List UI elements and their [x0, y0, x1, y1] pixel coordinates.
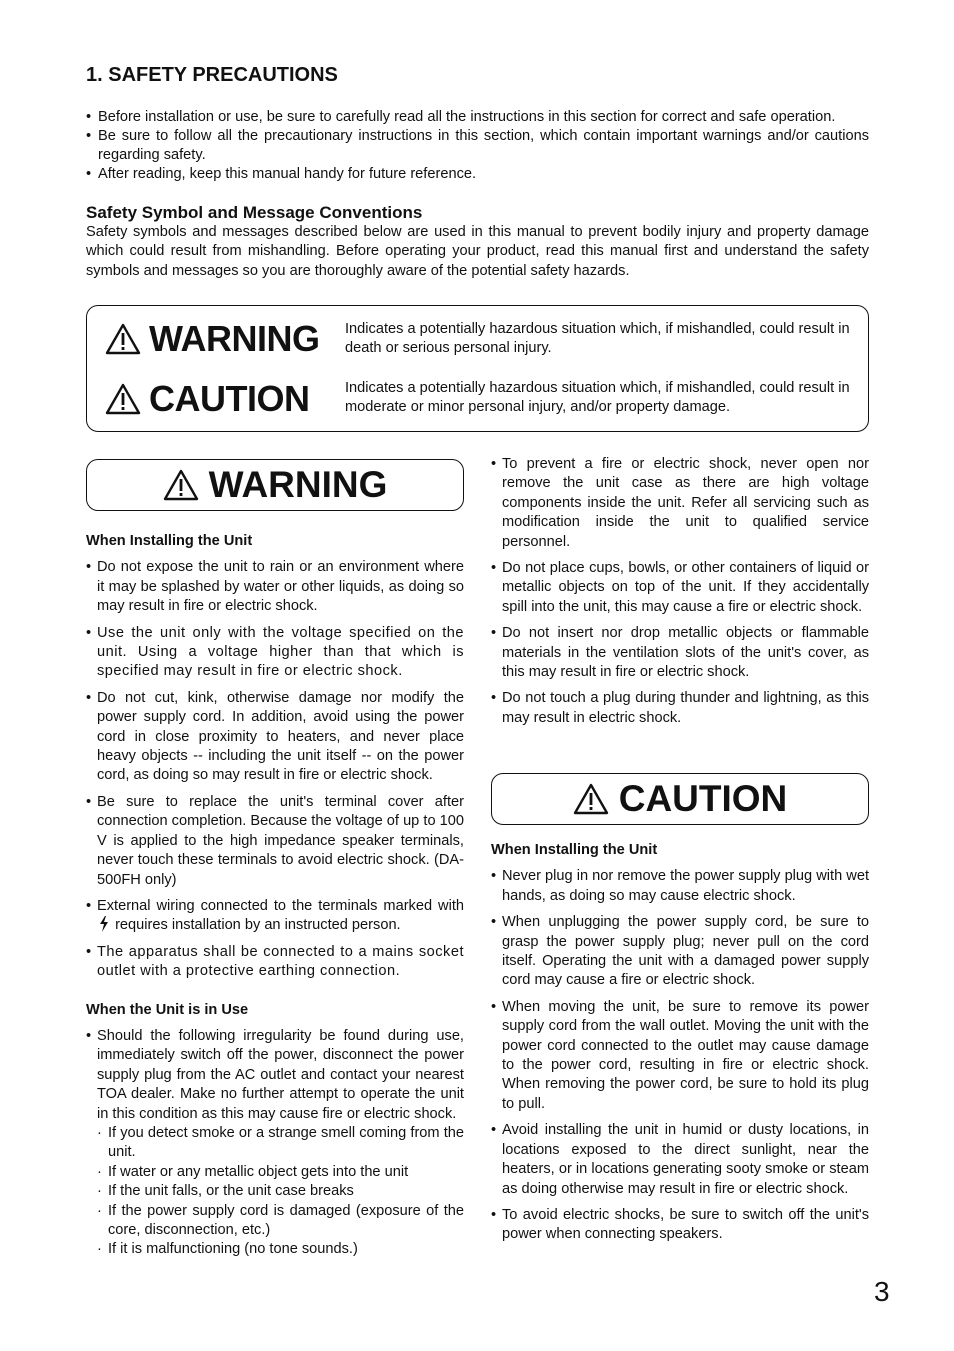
legend-caution	[105, 378, 310, 420]
intro-item: • Before installation or use, be sure to carefully read all the instructions in this section for correct and safe operation.	[86, 108, 869, 127]
warning-in-use-list	[86, 1027, 464, 1124]
list-item: • Do not touch a plug during thunder and lightning, as this may result in electric shock.	[491, 689, 869, 728]
list-item-wiring	[86, 897, 464, 936]
sub-list-item: · If it is malfunctioning (no tone sounds.)	[86, 1240, 464, 1259]
legend-caution-description: Indicates a potentially hazardous situation which, if mishandled, could result in moderate or minor personal injury, and/or property damage.	[345, 380, 850, 416]
caution-triangle-icon	[105, 383, 141, 415]
warning-installing-list	[86, 558, 464, 981]
list-item: • When unplugging the power supply cord, be sure to grasp the power supply plug; never pull on the cord itself. Operating the unit with a damaged power supply cord may cause a fire or electric shock.	[491, 913, 869, 991]
legend-warning-description: Indicates a potentially hazardous situation which, if mishandled, could result in death or serious personal injury.	[345, 321, 850, 357]
warning-installing-heading: When Installing the Unit	[86, 533, 253, 549]
page-number: 3	[874, 1276, 890, 1307]
warning-triangle-icon	[163, 469, 199, 501]
symbol-legend-box	[86, 305, 869, 432]
legend-warning-label: WARNING	[149, 318, 320, 359]
warning-banner-label: WARNING	[208, 464, 388, 505]
warning-triangle-icon	[105, 323, 141, 355]
sub-list-item: · If water or any metallic object gets into the unit	[86, 1163, 464, 1182]
list-item: • Do not place cups, bowls, or other containers of liquid or metallic objects on top of the unit. If they accidentally spill into the unit, this may cause a fire or electric shock.	[491, 559, 869, 617]
list-item: • Do not insert nor drop metallic objects or flammable materials in the ventilation slots of the unit's cover, as this may result in fire or electric shock.	[491, 624, 869, 682]
caution-column	[491, 841, 869, 1245]
conventions-text: Safety symbols and messages described below are used in this manual to prevent bodily injury and property damage which could result from mishandling. Before operating your product, read this manual first and understand the safety symbols and messages so you are thoroughly aware of the potential safety hazards.	[86, 224, 869, 279]
list-item: • Avoid installing the unit in humid or dusty locations, in locations exposed to the direct sunlight, near the heaters, or in locations generating sooty smoke or steam as doing otherwise may result in fire or electric shock.	[491, 1121, 869, 1199]
list-item: • The apparatus shall be connected to a mains socket outlet with a protective earthing connection.	[86, 943, 464, 982]
caution-banner-label: CAUTION	[618, 778, 788, 819]
intro-list	[86, 108, 869, 184]
list-item: • Be sure to replace the unit's terminal cover after connection completion. Because the voltage of up to 100 V is applied to the high impedance speaker terminals, never touch these terminals to avoid electric shock. (DA-500FH only)	[86, 793, 464, 890]
warning-more-list	[491, 455, 869, 728]
legend-warning-symbol	[105, 318, 320, 360]
sub-list-item: · If the power supply cord is damaged (exposure of the core, disconnection, etc.)	[86, 1202, 464, 1241]
list-item: • Do not cut, kink, otherwise damage nor modify the power supply cord. In addition, avoid using the power cord in close proximity to heaters, and never place heavy objects -- including the unit itself -- on the power cord, as doing so may result in fire or electric shock.	[86, 689, 464, 786]
list-item: • To avoid electric shocks, be sure to switch off the unit's power when connecting speakers.	[491, 1206, 869, 1245]
sub-list-item: · If the unit falls, or the unit case breaks	[86, 1182, 464, 1201]
list-item: • To prevent a fire or electric shock, never open nor remove the unit case as there are high voltage components inside the unit. Refer all servicing such as modification inside the unit to qualified service personnel.	[491, 455, 869, 552]
caution-installing-heading: When Installing the Unit	[491, 842, 658, 858]
intro-item: • After reading, keep this manual handy for future reference.	[86, 165, 869, 184]
legend-warning	[105, 318, 320, 360]
legend-caution-label: CAUTION	[149, 378, 310, 419]
caution-list	[491, 867, 869, 1244]
hazardous-live-terminal-icon	[99, 916, 109, 932]
intro-item: • Be sure to follow all the precautionary instructions in this section, which contain important warnings and/or cautions regarding safety.	[86, 127, 869, 165]
wiring-text-after: requires installation by an instructed person.	[115, 917, 401, 934]
wiring-text-before: External wiring connected to the terminals marked with	[97, 897, 464, 914]
warning-in-use-heading: When the Unit is in Use	[86, 1001, 249, 1018]
caution-triangle-icon	[573, 783, 609, 815]
page-title: 1. SAFETY PRECAUTIONS	[86, 64, 338, 86]
warning-right-column	[491, 455, 869, 728]
legend-caution-symbol	[105, 378, 310, 420]
list-item: • Never plug in nor remove the power supply plug with wet hands, as doing so may cause electric shock.	[491, 867, 869, 906]
list-item: • Do not expose the unit to rain or an environment where it may be splashed by water or other liquids, as doing so may result in fire or electric shock.	[86, 558, 464, 616]
list-item	[86, 1027, 464, 1124]
list-item: • Use the unit only with the voltage specified on the unit. Using a voltage higher than that which is specified may result in fire or electric shock.	[86, 624, 464, 682]
sub-list-item: · If you detect smoke or a strange smell coming from the unit.	[86, 1124, 464, 1163]
irregularity-sublist	[86, 1124, 464, 1260]
conventions-heading: Safety Symbol and Message Conventions	[86, 203, 423, 222]
caution-banner	[491, 773, 869, 825]
warning-banner	[86, 459, 464, 511]
warning-left-column	[86, 532, 464, 1260]
in-use-item-text: Should the following irregularity be found during use, immediately switch off the power, disconnect the power supply plug from the AC outlet and contact your nearest TOA dealer. Make no further attempt to operate the unit in this condition as this may cause fire or electric shock.	[97, 1027, 464, 1122]
list-item: • When moving the unit, be sure to remove its power supply cord from the wall outlet. Moving the unit with the power cord connected to the outlet may cause damage to the power cord, resulting in fire or electric shock. When removing the power cord, be sure to hold its plug to pull.	[491, 998, 869, 1114]
